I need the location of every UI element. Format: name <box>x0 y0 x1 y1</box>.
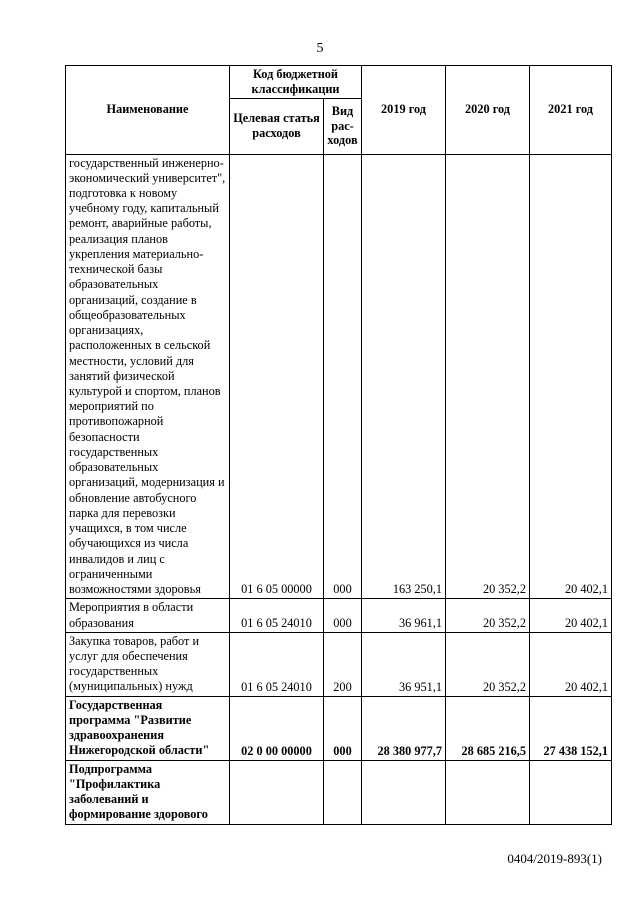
header-target-article: Целевая статья расходов <box>230 98 324 154</box>
row-2020 <box>446 760 530 824</box>
row-2019: 36 961,1 <box>362 599 446 632</box>
row-code <box>230 760 324 824</box>
table-row <box>66 154 612 599</box>
row-kind: 200 <box>324 632 362 696</box>
page-number: 5 <box>316 41 324 56</box>
table-row <box>66 599 612 632</box>
header-2020: 2020 год <box>446 66 530 155</box>
row-kind: 000 <box>324 154 362 599</box>
row-2020: 20 352,2 <box>446 599 530 632</box>
row-kind: 000 <box>324 599 362 632</box>
row-2020: 20 352,2 <box>446 632 530 696</box>
row-2020: 28 685 216,5 <box>446 696 530 760</box>
row-code: 01 6 05 24010 <box>230 632 324 696</box>
row-2019: 163 250,1 <box>362 154 446 599</box>
row-code: 01 6 05 24010 <box>230 599 324 632</box>
budget-table <box>65 65 612 825</box>
row-2021: 20 402,1 <box>530 154 612 599</box>
header-code-group: Код бюджетной классификации <box>230 66 362 99</box>
row-2020: 20 352,2 <box>446 154 530 599</box>
table-row <box>66 632 612 696</box>
header-2021: 2021 год <box>530 66 612 155</box>
row-code: 02 0 00 00000 <box>230 696 324 760</box>
row-code: 01 6 05 00000 <box>230 154 324 599</box>
header-name: Наименование <box>66 66 230 155</box>
row-kind: 000 <box>324 696 362 760</box>
header-kind: Вид рас-ходов <box>324 98 362 154</box>
row-2021: 20 402,1 <box>530 632 612 696</box>
header-2019: 2019 год <box>362 66 446 155</box>
row-name: Подпрограмма "Профилактика заболеваний и формирование здорового <box>66 760 230 824</box>
row-2019 <box>362 760 446 824</box>
document-number: 0404/2019-893(1) <box>507 851 602 866</box>
row-name: Мероприятия в области образования <box>66 599 230 632</box>
row-2021 <box>530 760 612 824</box>
row-name: государственный инженерно-экономический университет", подготовка к новому учебному году, капитальный ремонт, аварийные работы, реализация планов укрепления материально-технической базы образовательных организаций, создание в общеобразовательных организациях, расположенных в сельской местности, условий для занятий физической культурой и спортом, планов мероприятий по противопожарной безопасности государственных образовательных организаций, модернизация и обновление автобусного парка для перевозки учащихся, в том числе обучающихся из числа инвалидов и лиц с ограниченными возможностями здоровья <box>66 154 230 599</box>
table-row <box>66 760 612 824</box>
row-kind <box>324 760 362 824</box>
row-2021: 27 438 152,1 <box>530 696 612 760</box>
row-name: Закупка товаров, работ и услуг для обеспечения государственных (муниципальных) нужд <box>66 632 230 696</box>
row-2019: 28 380 977,7 <box>362 696 446 760</box>
row-2019: 36 951,1 <box>362 632 446 696</box>
row-name: Государственная программа "Развитие здравоохранения Нижегородской области" <box>66 696 230 760</box>
table-row <box>66 696 612 760</box>
row-2021: 20 402,1 <box>530 599 612 632</box>
